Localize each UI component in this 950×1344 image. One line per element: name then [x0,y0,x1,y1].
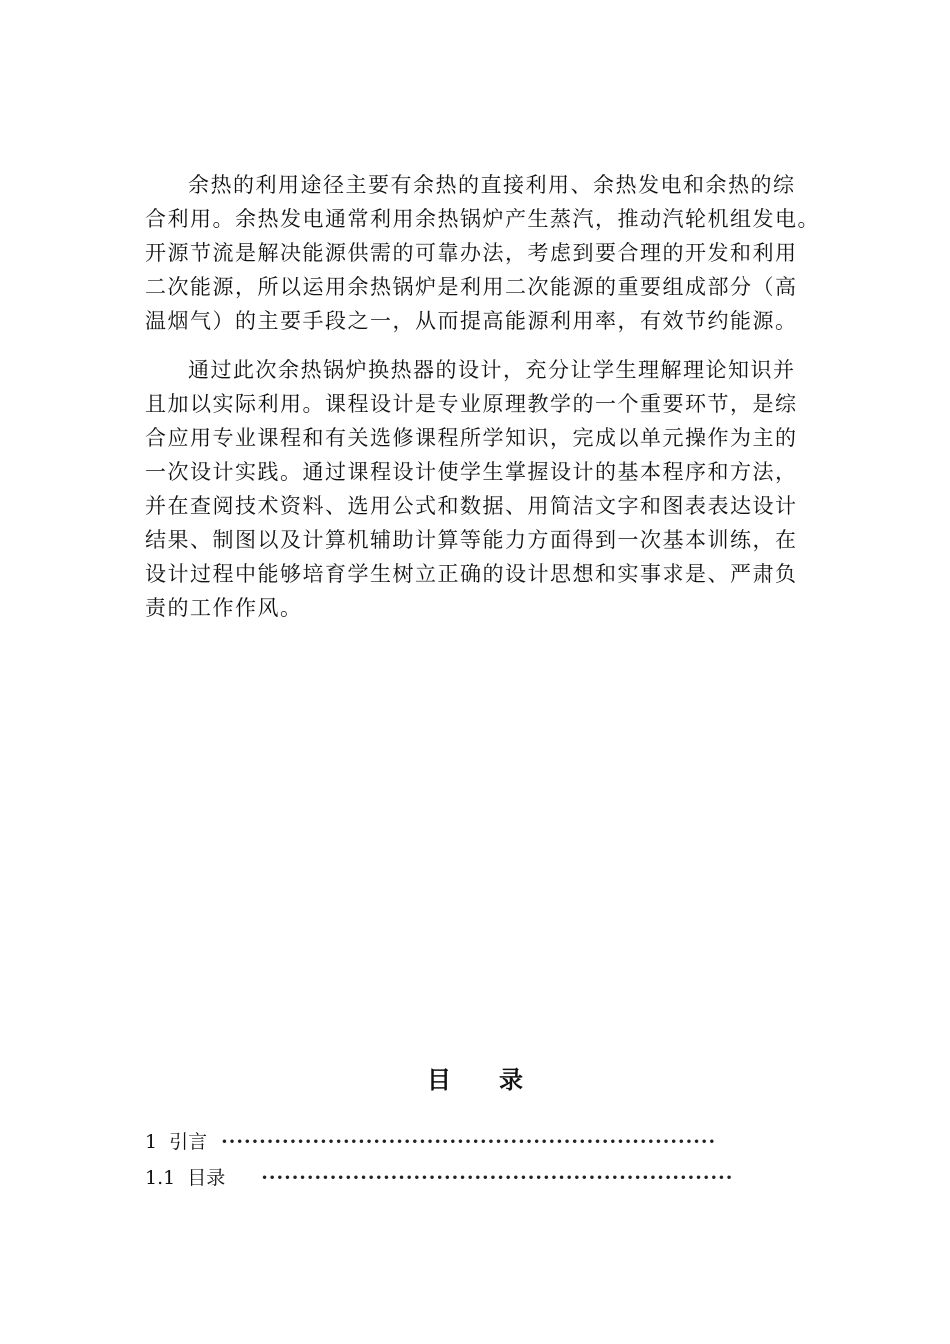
toc-entry-text: 目录 [187,1167,226,1189]
toc-entry-number: 1 [145,1131,158,1153]
paragraph-line: 责的工作作风。 [145,596,303,620]
paragraph-line: 二次能源，所以运用余热锅炉是利用二次能源的重要组成部分（高 [145,275,798,299]
paragraph-line: 通过此次余热锅炉换热器的设计，充分让学生理解理论知识并 [188,358,796,382]
toc-entry-label [145,1163,225,1193]
paragraph-line: 温烟气）的主要手段之一，从而提高能源利用率，有效节约能源。 [145,309,798,333]
toc-entry[interactable] [145,1127,805,1157]
toc-entry-number: 1.1 [145,1167,176,1189]
paragraph-line: 结果、制图以及计算机辅助计算等能力方面得到一次基本训练，在 [145,528,798,552]
paragraph-line: 且加以实际利用。课程设计是专业原理教学的一个重要环节，是综 [145,392,798,416]
paragraph-line: 一次设计实践。通过课程设计使学生掌握设计的基本程序和方法， [145,460,798,484]
toc-entry[interactable] [145,1163,805,1193]
paragraph-line: 开源节流是解决能源供需的可靠办法，考虑到要合理的开发和利用 [145,241,798,265]
toc-leader-dots: ······························································ [261,1167,734,1189]
paragraph-line: 余热的利用途径主要有余热的直接利用、余热发电和余热的综 [188,173,796,197]
paragraph-line: 并在查阅技术资料、选用公式和数据、用简洁文字和图表表达设计 [145,494,798,518]
toc-entry-text: 引言 [169,1131,208,1153]
toc-entry-label [145,1127,207,1157]
paragraph-line: 合利用。余热发电通常利用余热锅炉产生蒸汽，推动汽轮机组发电。 [145,207,820,231]
toc-leader-dots: ································································· [221,1131,717,1153]
toc-title: 目录 [427,1066,571,1094]
paragraph-line: 设计过程中能够培育学生树立正确的设计思想和实事求是、严肃负 [145,562,798,586]
paragraph-line: 合应用专业课程和有关选修课程所学知识，完成以单元操作为主的 [145,426,798,450]
